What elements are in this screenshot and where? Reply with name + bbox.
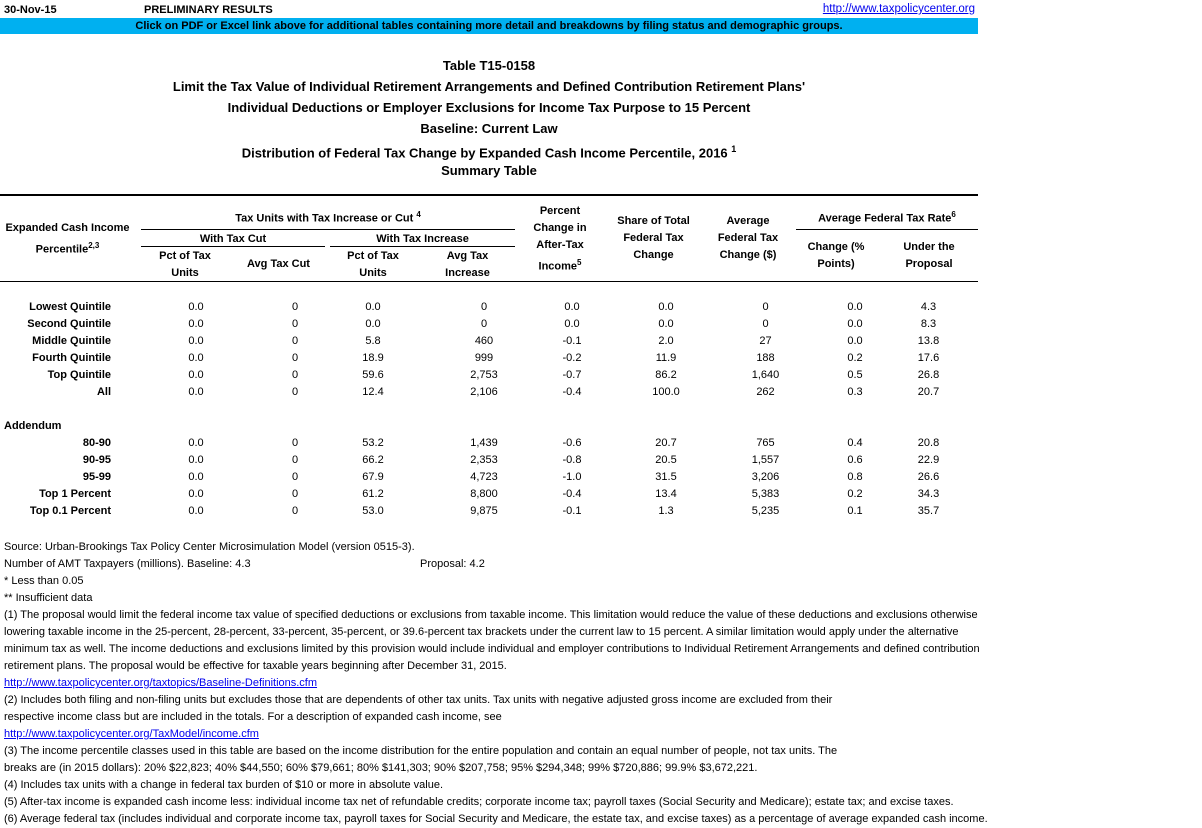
report-header	[0, 0, 978, 18]
cell-inc-pct: 18.9	[362, 352, 384, 364]
cell-inc-pct: 5.8	[365, 335, 381, 347]
title-line-3: Baseline: Current Law	[420, 121, 558, 136]
cell-cut-avg: 0	[291, 369, 299, 381]
col-rate-under: Under the Proposal	[903, 241, 955, 270]
cell-share: 13.4	[655, 488, 677, 500]
cell-rate-change: 0.6	[847, 454, 863, 466]
cell-cut-avg: 0	[291, 437, 299, 449]
cell-share: 100.0	[652, 386, 680, 398]
cell-inc-avg: 460	[474, 335, 494, 347]
title-line-5: Summary Table	[441, 163, 537, 178]
cell-inc-pct: 0.0	[365, 301, 381, 313]
cell-avg-change: 0	[762, 318, 769, 330]
cell-pct-change: -0.1	[562, 505, 582, 517]
note-1-b: lowering taxable income in the 25-percent, 28-percent, 33-percent, 35-percent, or 39.6-percent tax brackets under the current law to 15 percent. A similar limitation would apply under the alternative	[4, 626, 959, 638]
cell-inc-avg: 0	[480, 318, 488, 330]
cell-cut-pct: 0.0	[188, 488, 204, 500]
cell-cut-avg: 0	[291, 454, 299, 466]
cell-inc-pct: 0.0	[365, 318, 381, 330]
col-percentile: Expanded Cash Income Percentile$^{2,3}$	[5, 222, 130, 256]
cell-inc-pct: 12.4	[362, 386, 384, 398]
cell-rate-change: 0.0	[847, 301, 863, 313]
note-less-than: * Less than 0.05	[4, 575, 84, 587]
cell-rate-under: 26.6	[917, 471, 940, 483]
cell-cut-pct: 0.0	[188, 437, 204, 449]
row-label: Fourth Quintile	[32, 352, 111, 364]
cell-cut-pct: 0.0	[188, 454, 204, 466]
cell-cut-avg: 0	[291, 318, 299, 330]
cell-rate-change: 0.1	[847, 505, 863, 517]
cell-cut-avg: 0	[291, 386, 299, 398]
cell-rate-under: 22.9	[917, 454, 940, 466]
row-label: Top Quintile	[47, 369, 111, 381]
note-source: Source: Urban-Brookings Tax Policy Center Microsimulation Model (version 0515-3).	[4, 541, 415, 553]
cell-rate-change: 0.5	[847, 369, 863, 381]
row-label: Top 0.1 Percent	[29, 505, 111, 517]
cell-cut-avg: 0	[291, 488, 299, 500]
cell-avg-change: 765	[756, 437, 775, 449]
col-pct-change: Percent Change in After-Tax Income$^5$	[533, 205, 587, 273]
cell-cut-avg: 0	[291, 505, 299, 517]
col-cut-pct: Pct of Tax Units	[159, 250, 211, 279]
cell-pct-change: -0.8	[562, 454, 582, 466]
cell-share: 2.0	[658, 335, 674, 347]
row-label: 90-95	[82, 454, 111, 466]
cell-share: 0.0	[658, 301, 674, 313]
note-1-a: (1) The proposal would limit the federal income tax value of specified deductions or exclusions from taxable income. This limitation would reduce the value of these deductions and exclusions otherwise	[4, 609, 978, 621]
table-id: Table T15-0158	[442, 58, 536, 73]
cell-inc-avg: 9,875	[470, 505, 498, 517]
cell-rate-under: 17.6	[917, 352, 940, 364]
row-label: 95-99	[82, 471, 111, 483]
cell-inc-avg: 2,353	[470, 454, 498, 466]
cell-cut-pct: 0.0	[188, 301, 204, 313]
note-5: (5) After-tax income is expanded cash income less: individual income tax net of refundable credits; corporate income tax; payroll taxes (Social Security and Medicare); estate tax; and excise taxes.	[4, 796, 954, 808]
notice-banner: Click on PDF or Excel link above for additional tables containing more detail and breakdowns by filing status and demographic groups.	[0, 18, 978, 34]
cell-share: 1.3	[658, 505, 674, 517]
cell-pct-change: -0.4	[562, 386, 582, 398]
cell-rate-change: 0.8	[847, 471, 863, 483]
tpc-link[interactable]: http://www.taxpolicycenter.org	[822, 3, 975, 15]
col-rate-change: Change (% Points)	[807, 241, 865, 270]
cell-inc-pct: 66.2	[362, 454, 384, 466]
cell-cut-pct: 0.0	[188, 335, 204, 347]
cell-inc-pct: 53.0	[362, 505, 384, 517]
cell-share: 0.0	[658, 318, 674, 330]
table-notes	[4, 539, 1199, 828]
cell-share: 86.2	[655, 369, 677, 381]
cell-rate-under: 34.3	[917, 488, 940, 500]
addendum-label: Addendum	[4, 420, 62, 432]
cell-rate-under: 35.7	[917, 505, 940, 517]
cell-cut-pct: 0.0	[188, 471, 204, 483]
cell-avg-change: 5,235	[751, 505, 780, 517]
table-titles	[0, 55, 978, 181]
note-1-c: minimum tax as well. The income deductions and exclusions limited by this provision would include individual and employer contributions to Individual Retirement Arrangements and defined contribution	[4, 643, 980, 655]
col-cut-avg: Avg Tax Cut	[247, 258, 310, 270]
cell-rate-change: 0.3	[847, 386, 863, 398]
cell-cut-pct: 0.0	[188, 369, 204, 381]
row-label: Second Quintile	[27, 318, 111, 330]
col-group-with-increase: With Tax Increase	[376, 233, 469, 245]
cell-cut-pct: 0.0	[188, 386, 204, 398]
cell-inc-pct: 67.9	[362, 471, 384, 483]
row-label: Top 1 Percent	[39, 488, 111, 500]
cell-share: 20.5	[655, 454, 677, 466]
cell-share: 20.7	[655, 437, 677, 449]
cell-avg-change: 0	[762, 301, 769, 313]
cell-rate-under: 4.3	[920, 301, 937, 313]
cell-rate-under: 13.8	[917, 335, 940, 347]
cell-rate-under: 20.7	[917, 386, 940, 398]
cell-cut-avg: 0	[291, 352, 299, 364]
cell-inc-avg: 0	[480, 301, 488, 313]
title-line-4: Distribution of Federal Tax Change by Expanded Cash Income Percentile, 2016 $^1$	[241, 144, 737, 161]
cell-avg-change: 1,557	[751, 454, 780, 466]
col-inc-avg: Avg Tax Increase	[445, 250, 490, 279]
cell-avg-change: 27	[759, 335, 772, 347]
note-3-b: breaks are (in 2015 dollars): 20% $22,823; 40% $44,550; 60% $79,661; 80% $141,303; 90% $207,758; 95% $294,348; 99% $720,886; 99.9% $3,672,221.	[4, 762, 758, 774]
cell-pct-change: -0.6	[562, 437, 582, 449]
group-rule-rate	[796, 229, 978, 230]
cell-cut-pct: 0.0	[188, 505, 204, 517]
cell-cut-avg: 0	[291, 471, 299, 483]
cell-inc-avg: 1,439	[470, 437, 498, 449]
report-date: 30-Nov-15	[4, 4, 57, 16]
cell-avg-change: 5,383	[751, 488, 780, 500]
cell-rate-change: 0.2	[847, 352, 863, 364]
col-share: Share of Total Federal Tax Change	[617, 215, 690, 261]
col-group-rate: Average Federal Tax Rate$^6$	[818, 210, 956, 225]
cell-pct-change: -0.7	[562, 369, 582, 381]
cell-inc-avg: 4,723	[470, 471, 498, 483]
cell-cut-pct: 0.0	[188, 352, 204, 364]
row-label: All	[96, 386, 111, 398]
cell-rate-under: 8.3	[920, 318, 937, 330]
note-3-a: (3) The income percentile classes used in this table are based on the income distribution for the entire population and contain an equal number of people, not tax units. The	[4, 745, 838, 757]
cell-avg-change: 1,640	[751, 369, 780, 381]
note-2-b: respective income class but are included in the totals. For a description of expanded cash income, see	[4, 711, 502, 723]
cell-share: 11.9	[655, 352, 677, 364]
row-label: Lowest Quintile	[29, 301, 111, 313]
income-definition-link[interactable]: http://www.taxpolicycenter.org/TaxModel/income.cfm	[4, 728, 259, 740]
note-2-a: (2) Includes both filing and non-filing units but excludes those that are dependents of other tax units. Tax units with negative adjusted gross income are excluded from their	[4, 694, 833, 706]
cell-avg-change: 188	[756, 352, 775, 364]
cell-inc-pct: 59.6	[362, 369, 384, 381]
row-label: Middle Quintile	[32, 335, 111, 347]
cell-rate-change: 0.0	[847, 318, 863, 330]
cell-inc-avg: 8,800	[470, 488, 498, 500]
title-line-2: Individual Deductions or Employer Exclusions for Income Tax Purpose to 15 Percent	[227, 100, 751, 115]
cell-inc-avg: 2,753	[470, 369, 498, 381]
cell-cut-pct: 0.0	[188, 318, 204, 330]
group-rule-tax-units	[141, 229, 515, 230]
cell-share: 31.5	[655, 471, 677, 483]
cell-cut-avg: 0	[291, 301, 299, 313]
cell-pct-change: -1.0	[562, 471, 582, 483]
cell-avg-change: 3,206	[751, 471, 780, 483]
cell-rate-change: 0.2	[847, 488, 863, 500]
cell-cut-avg: 0	[291, 335, 299, 347]
cell-rate-under: 20.8	[917, 437, 940, 449]
status-label: PRELIMINARY RESULTS	[144, 4, 273, 16]
cell-rate-change: 0.0	[847, 335, 863, 347]
cell-avg-change: 262	[756, 386, 775, 398]
note-4: (4) Includes tax units with a change in federal tax burden of $10 or more in absolute value.	[4, 779, 444, 791]
note-insufficient: ** Insufficient data	[4, 592, 93, 604]
cell-inc-avg: 2,106	[470, 386, 498, 398]
note-amt: Number of AMT Taxpayers (millions). Baseline: 4.3 Proposal: 4.2	[4, 558, 485, 570]
cell-rate-under: 26.8	[917, 369, 940, 381]
cell-pct-change: -0.4	[562, 488, 582, 500]
cell-pct-change: 0.0	[564, 301, 580, 313]
note-1-d: retirement plans. The proposal would be effective for taxable years beginning after December 31, 2015.	[4, 660, 507, 672]
col-group-with-cut: With Tax Cut	[199, 233, 267, 245]
note-6: (6) Average federal tax (includes individual and corporate income tax, payroll taxes for Social Security and Medicare, the estate tax, and excise taxes) as a percentage of average expanded cash income.	[4, 813, 988, 825]
col-group-tax-units: Tax Units with Tax Increase or Cut $^4$	[235, 210, 421, 225]
row-label: 80-90	[82, 437, 111, 449]
cell-pct-change: -0.2	[562, 352, 582, 364]
cell-inc-pct: 61.2	[362, 488, 384, 500]
col-inc-pct: Pct of Tax Units	[347, 250, 399, 279]
baseline-definitions-link[interactable]: http://www.taxpolicycenter.org/taxtopics/Baseline-Definitions.cfm	[4, 677, 318, 689]
col-avg-change: Average Federal Tax Change ($)	[717, 215, 779, 261]
cell-inc-pct: 53.2	[362, 437, 384, 449]
cell-rate-change: 0.4	[847, 437, 863, 449]
cell-pct-change: -0.1	[562, 335, 582, 347]
cell-pct-change: 0.0	[564, 318, 580, 330]
table-top-rule	[0, 194, 978, 196]
cell-inc-avg: 999	[474, 352, 494, 364]
title-line-1: Limit the Tax Value of Individual Retirement Arrangements and Defined Contribution Retirement Plans'	[172, 79, 806, 94]
